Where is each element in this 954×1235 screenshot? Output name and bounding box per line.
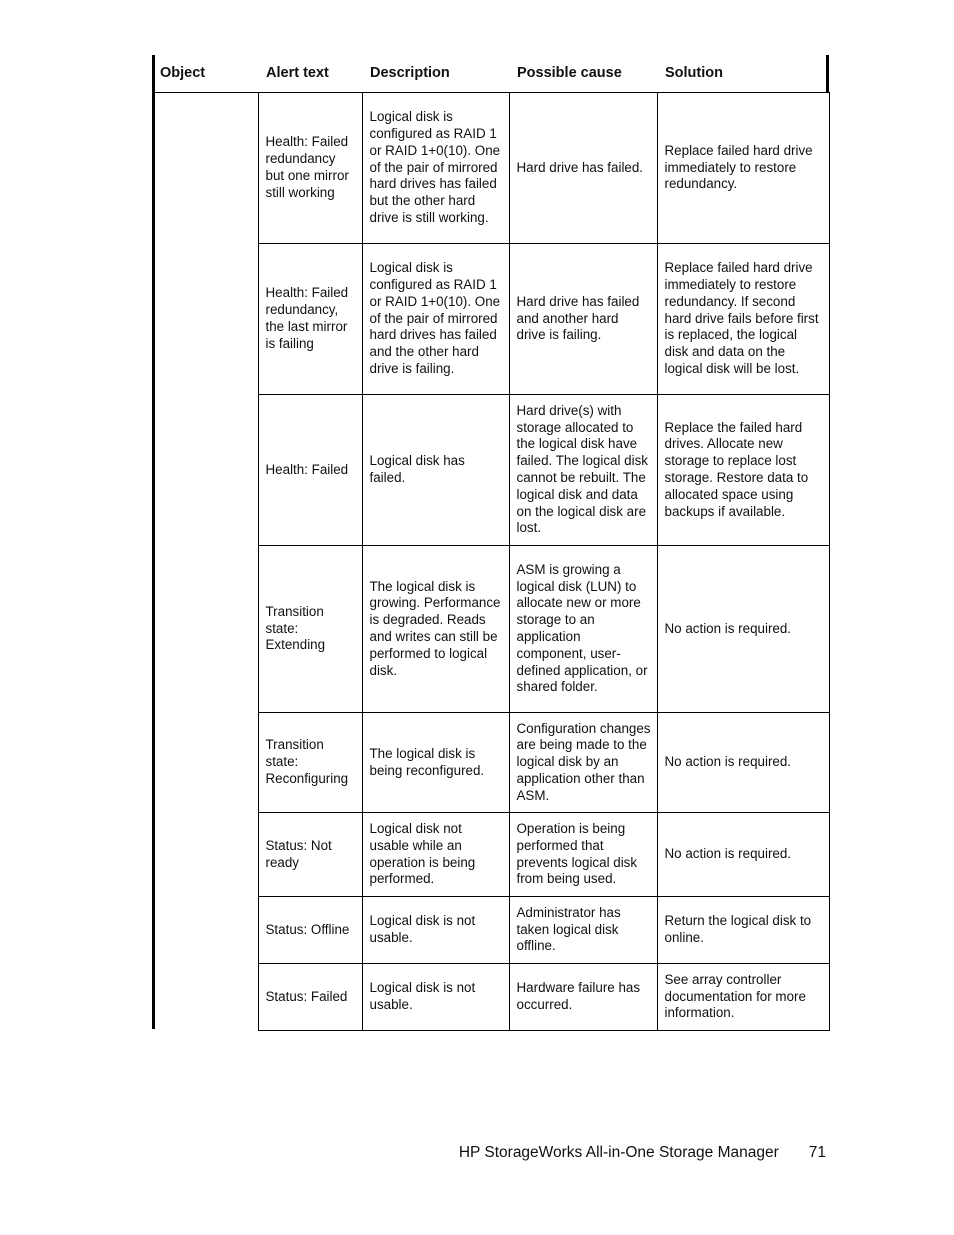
page-footer xyxy=(459,1144,826,1162)
cell-possible-cause: Hard drive has failed and another hard drive is failing. xyxy=(509,244,657,395)
cell-alert-text: Health: Failed xyxy=(258,395,362,546)
cell-object xyxy=(152,93,258,244)
cell-object xyxy=(152,395,258,546)
header-alert-text: Alert text xyxy=(258,55,362,93)
cell-alert-text: Transition state: Extending xyxy=(258,546,362,713)
header-possible-cause: Possible cause xyxy=(509,55,657,93)
cell-possible-cause: Hard drive has failed. xyxy=(509,93,657,244)
cell-solution: No action is required. xyxy=(657,713,829,813)
table-row xyxy=(152,244,829,395)
table-row xyxy=(152,897,829,964)
table-row xyxy=(152,395,829,546)
cell-description: The logical disk is growing. Performance is degraded. Reads and writes can still be performed to logical disk. xyxy=(362,546,509,713)
table-row xyxy=(152,813,829,897)
cell-description: Logical disk is not usable. xyxy=(362,964,509,1031)
alerts-table xyxy=(152,55,830,1031)
cell-possible-cause: ASM is growing a logical disk (LUN) to allocate new or more storage to an application component, user-defined application, or shared folder. xyxy=(509,546,657,713)
header-solution: Solution xyxy=(657,55,829,93)
cell-solution: Return the logical disk to online. xyxy=(657,897,829,964)
cell-possible-cause: Operation is being performed that prevents logical disk from being used. xyxy=(509,813,657,897)
table-row xyxy=(152,713,829,813)
table-row xyxy=(152,964,829,1031)
cell-possible-cause: Hard drive(s) with storage allocated to the logical disk have failed. The logical disk cannot be rebuilt. The logical disk and data on the logical disk are lost. xyxy=(509,395,657,546)
cell-description: The logical disk is being reconfigured. xyxy=(362,713,509,813)
cell-solution: Replace the failed hard drives. Allocate new storage to replace lost storage. Restore data to allocated space using backups if available. xyxy=(657,395,829,546)
cell-possible-cause: Configuration changes are being made to the logical disk by an application other than ASM. xyxy=(509,713,657,813)
cell-object xyxy=(152,244,258,395)
cell-solution: No action is required. xyxy=(657,546,829,713)
table-header-row xyxy=(152,55,829,93)
cell-solution: See array controller documentation for more information. xyxy=(657,964,829,1031)
footer-title: HP StorageWorks All-in-One Storage Manager xyxy=(458,1144,779,1161)
cell-solution: Replace failed hard drive immediately to restore redundancy. xyxy=(657,93,829,244)
header-object: Object xyxy=(152,55,258,93)
cell-alert-text: Health: Failed redundancy, the last mirror is failing xyxy=(258,244,362,395)
cell-object xyxy=(152,713,258,813)
cell-description: Logical disk is not usable. xyxy=(362,897,509,964)
cell-alert-text: Transition state: Reconfiguring xyxy=(258,713,362,813)
cell-possible-cause: Administrator has taken logical disk offline. xyxy=(509,897,657,964)
cell-possible-cause: Hardware failure has occurred. xyxy=(509,964,657,1031)
cell-description: Logical disk has failed. xyxy=(362,395,509,546)
cell-alert-text: Status: Not ready xyxy=(258,813,362,897)
cell-solution: Replace failed hard drive immediately to restore redundancy. If second hard drive fails before first is replaced, the logical disk and data on the logical disk will be lost. xyxy=(657,244,829,395)
cell-object xyxy=(152,964,258,1031)
cell-description: Logical disk not usable while an operation is being performed. xyxy=(362,813,509,897)
cell-description: Logical disk is configured as RAID 1 or RAID 1+0(10). One of the pair of mirrored hard drives has failed but the other hard drive is still working. xyxy=(362,93,509,244)
cell-solution: No action is required. xyxy=(657,813,829,897)
cell-alert-text: Health: Failed redundancy but one mirror still working xyxy=(258,93,362,244)
alerts-table-container xyxy=(152,55,829,1031)
cell-object xyxy=(152,546,258,713)
header-description: Description xyxy=(362,55,509,93)
table-row xyxy=(152,546,829,713)
table-row xyxy=(152,93,829,244)
page-number: 71 xyxy=(808,1144,826,1161)
cell-alert-text: Status: Offline xyxy=(258,897,362,964)
cell-description: Logical disk is configured as RAID 1 or RAID 1+0(10). One of the pair of mirrored hard drives has failed and the other hard drive is failing. xyxy=(362,244,509,395)
cell-object xyxy=(152,897,258,964)
cell-alert-text: Status: Failed xyxy=(258,964,362,1031)
cell-object xyxy=(152,813,258,897)
